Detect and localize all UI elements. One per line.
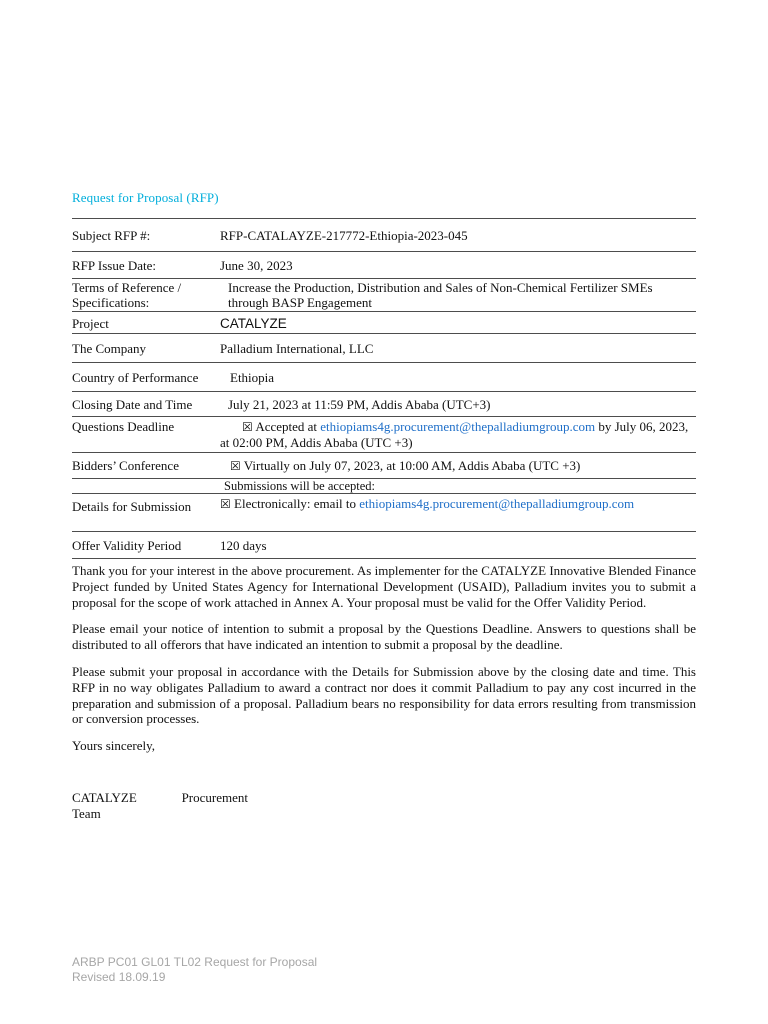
row-value: June 30, 2023: [220, 258, 293, 273]
submissions-header-text: Submissions will be accepted:: [224, 479, 376, 493]
row-value: Ethiopia: [230, 370, 275, 385]
row-value: Increase the Production, Distribution and Sales of Non-Chemical Fertilizer SMEs through BASP Engagement: [228, 280, 653, 310]
row-value: [220, 494, 696, 532]
procurement-email-link[interactable]: ethiopiams4g.procurement@thepalladiumgroup.com: [359, 496, 635, 511]
row-value: Palladium International, LLC: [220, 341, 374, 356]
row-label: Questions Deadline: [72, 419, 175, 434]
row-label: The Company: [72, 341, 147, 356]
row-label: Bidders’ Conference: [72, 458, 179, 473]
questions-text-before: Accepted at: [255, 419, 318, 434]
footer-reference-line: ARBP PC01 GL01 TL02 Request for Proposal: [72, 955, 318, 969]
row-value: 120 days: [220, 538, 267, 553]
table-row-bidders-conference: [72, 453, 696, 479]
table-row-offer-validity: [72, 532, 696, 559]
closing-salutation: Yours sincerely,: [72, 738, 156, 754]
table-row-issue-date: [72, 252, 696, 279]
paragraph-thank-you: Thank you for your interest in the above procurement. As implementer for the CATALYZE Innovative Blended Finance Project funded by United States Agency for International Development (USAID), Palladium invites you to submit a proposal for the scope of work attached in Annex A. Your proposal must be valid for the Offer Validity Period.: [72, 563, 696, 610]
table-row-submissions-header: [72, 479, 696, 494]
questions-text-after: by July 06, 2023, at 02:00 PM, Addis Ababa (UTC +3): [220, 419, 689, 450]
checkbox-checked-icon: ☒: [230, 459, 241, 473]
row-value: CATALYZE: [220, 316, 287, 331]
table-row-project: [72, 312, 696, 334]
signature-word-catalyze: CATALYZE: [72, 789, 137, 805]
table-row-details-for-submission: [72, 494, 696, 532]
page-title: Request for Proposal (RFP): [72, 190, 219, 205]
row-label: Terms of Reference / Specifications:: [72, 280, 182, 310]
signature-line-2: Team: [72, 805, 101, 821]
row-label-empty: [72, 479, 220, 494]
row-label: Subject RFP #:: [72, 228, 151, 243]
row-label: RFP Issue Date:: [72, 258, 157, 273]
procurement-email-link[interactable]: ethiopiams4g.procurement@thepalladiumgroup.com: [320, 419, 596, 434]
table-row-company: [72, 334, 696, 363]
checkbox-checked-icon: ☒: [242, 420, 253, 434]
table-row-country: [72, 363, 696, 392]
row-value: [220, 453, 696, 479]
table-row-questions-deadline: [72, 417, 696, 453]
table-row-subject: [72, 219, 696, 252]
signature-word-procurement: Procurement: [181, 789, 248, 805]
bidders-text: Virtually on July 07, 2023, at 10:00 AM, Addis Ababa (UTC +3): [243, 458, 581, 473]
document-footer: [72, 955, 317, 984]
rfp-summary-table: [72, 218, 696, 559]
paragraph-submission-terms: Please submit your proposal in accordance with the Details for Submission above by the closing date and time. This RFP in no way obligates Palladium to award a contract nor does it commit Palladium to pay any cost incurred in the preparation and submission of a proposal. Palladium bears no responsibility for data errors resulting from transmission or conversion processes.: [72, 663, 696, 727]
paragraph-notice-of-intention: Please email your notice of intention to submit a proposal by the Questions Deadline. Answers to questions shall be distributed to all offerors that have indicated an intention to submit a proposal by the deadline.: [72, 621, 696, 653]
table-row-terms-of-reference: [72, 279, 696, 312]
footer-revision-line: Revised 18.09.19: [72, 969, 166, 984]
row-label: Details for Submission: [72, 499, 192, 514]
checkbox-checked-icon: ☒: [220, 497, 231, 511]
letter-body: [72, 563, 696, 822]
row-value: [220, 417, 696, 453]
table-row-closing-date: [72, 392, 696, 417]
signature-block: [72, 790, 248, 822]
row-label: Country of Performance: [72, 370, 199, 385]
row-label: Project: [72, 316, 109, 331]
row-value: July 21, 2023 at 11:59 PM, Addis Ababa (UTC+3): [228, 397, 491, 412]
row-value: RFP-CATALAYZE-217772-Ethiopia-2023-045: [220, 228, 468, 243]
signature-line-1: [72, 790, 248, 806]
details-text-before: Electronically: email to: [234, 496, 357, 511]
row-label: Offer Validity Period: [72, 538, 182, 553]
row-label: Closing Date and Time: [72, 397, 193, 412]
